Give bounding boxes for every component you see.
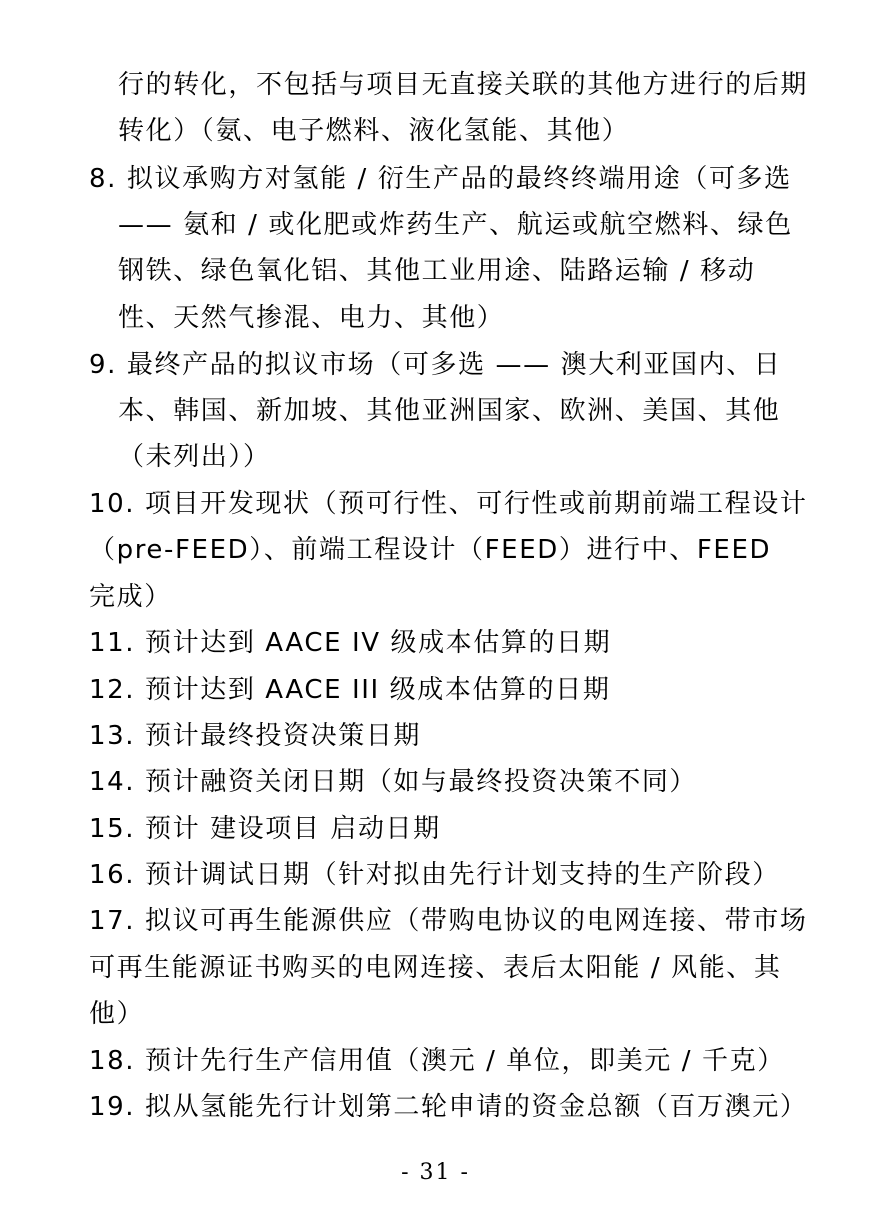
text-line: 本、韩国、新加坡、其他亚洲国家、欧洲、美国、其他	[118, 396, 781, 426]
list-item-9: 9. 最终产品的拟议市场（可多选 —— 澳大利亚国内、日	[89, 350, 782, 380]
text-line: 完成）	[89, 582, 172, 612]
list-item-16: 16. 预计调试日期（针对拟由先行计划支持的生产阶段）	[89, 860, 780, 890]
list-item-15: 15. 预计 建设项目 启动日期	[89, 814, 441, 844]
page-number: - 31 -	[401, 1160, 470, 1185]
list-item-14: 14. 预计融资关闭日期（如与最终投资决策不同）	[89, 767, 698, 797]
text-line: 可再生能源证书购买的电网连接、表后太阳能 / 风能、其	[89, 953, 782, 983]
text-line: 性、天然气掺混、电力、其他）	[118, 303, 505, 333]
list-item-19: 19. 拟从氢能先行计划第二轮申请的资金总额（百万澳元）	[89, 1092, 808, 1122]
list-item-13: 13. 预计最终投资决策日期	[89, 721, 422, 751]
text-line: 转化）（氨、电子燃料、液化氢能、其他）	[118, 116, 630, 146]
list-item-17: 17. 拟议可再生能源供应（带购电协议的电网连接、带市场	[89, 906, 808, 936]
text-line: （未列出））	[118, 442, 271, 472]
text-line: 钢铁、绿色氧化铝、其他工业用途、陆路运输 / 移动	[118, 256, 756, 286]
list-item-10: 10. 项目开发现状（预可行性、可行性或前期前端工程设计	[89, 489, 808, 519]
text-line: 行的转化，不包括与项目无直接关联的其他方进行的后期	[118, 70, 809, 100]
text-line: 他）	[89, 999, 145, 1029]
list-item-12: 12. 预计达到 AACE III 级成本估算的日期	[89, 675, 611, 705]
text-line: （pre-FEED）、前端工程设计（FEED）进行中、FEED	[89, 535, 772, 565]
list-item-18: 18. 预计先行生产信用值（澳元 / 单位，即美元 / 千克）	[89, 1046, 785, 1076]
list-item-8: 8. 拟议承购方对氢能 / 衍生产品的最终终端用途（可多选	[89, 164, 792, 194]
list-item-11: 11. 预计达到 AACE IV 级成本估算的日期	[89, 628, 612, 658]
text-line: —— 氨和 / 或化肥或炸药生产、航运或航空燃料、绿色	[118, 210, 793, 240]
